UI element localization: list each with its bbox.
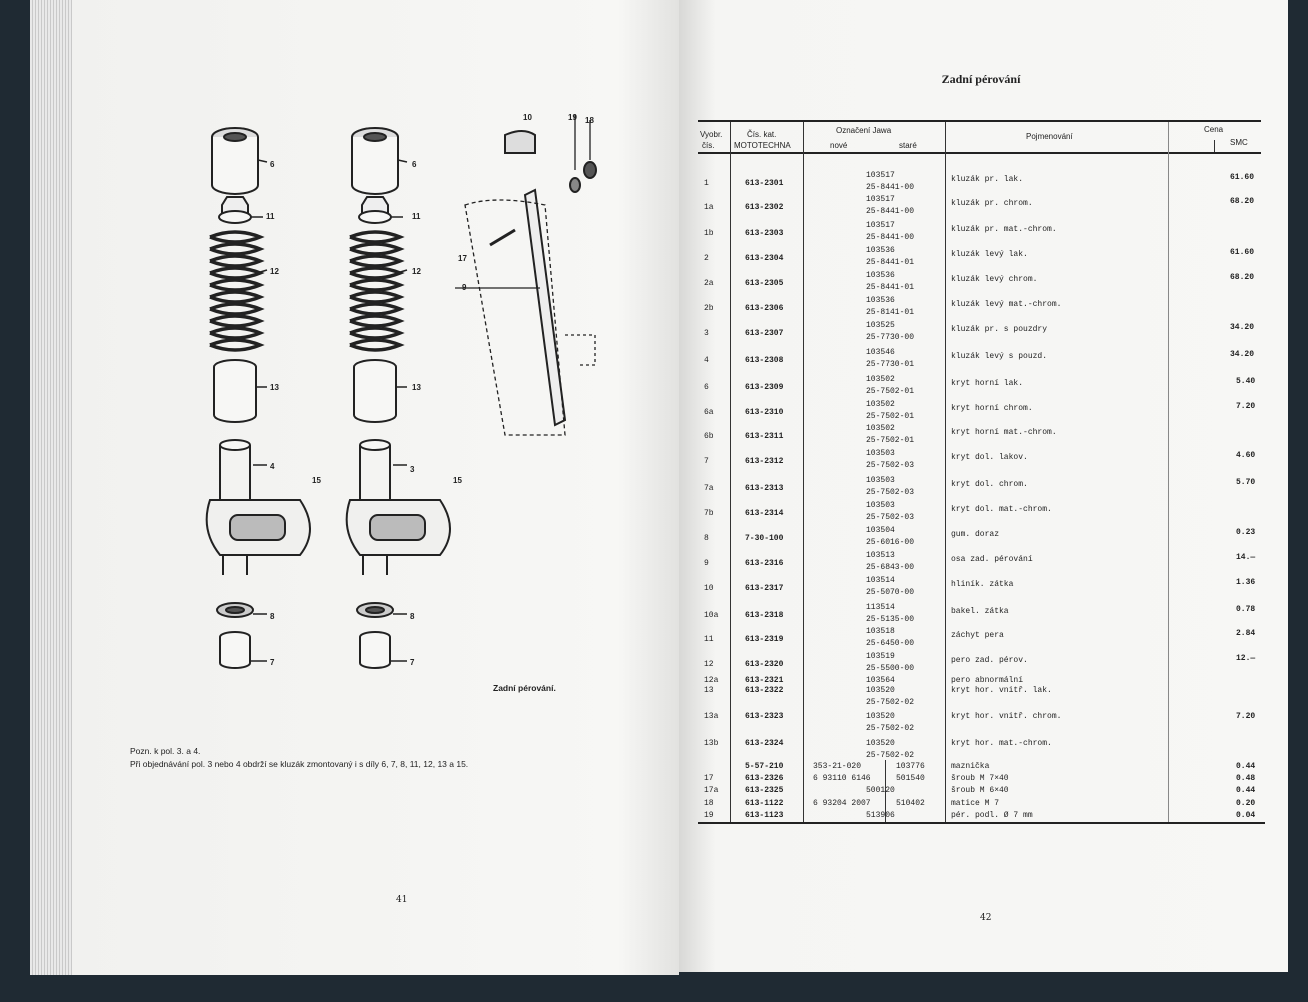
cell-kat: 613-2313	[745, 484, 784, 493]
cell-stare: 25-8441-00	[866, 207, 915, 216]
cell-stare: 103517	[866, 171, 895, 180]
note	[130, 745, 468, 771]
cell-name: kluzák levý s pouzd.	[951, 352, 1048, 361]
cell-kat: 613-2318	[745, 611, 784, 620]
header-cis: čís.	[702, 141, 715, 150]
figure-caption: Zadní pérování.	[493, 683, 556, 693]
cell-stare: 25-6016-00	[866, 538, 915, 547]
cell-kat: 613-2321	[745, 676, 784, 685]
cell-cena: 14.—	[1236, 553, 1256, 562]
cell-stare: 25-5500-00	[866, 664, 915, 673]
cell-name: kluzák pr. mat.-chrom.	[951, 225, 1057, 234]
cell-stare: 25-7502-02	[866, 724, 915, 733]
cell-kat: 613-2312	[745, 457, 784, 466]
cell-vyobr: 10	[704, 584, 714, 593]
cell-cena: 68.20	[1230, 273, 1255, 282]
callout-11: 11	[266, 212, 275, 221]
callout-9: 9	[462, 283, 467, 292]
callout-12-middle: 12	[412, 267, 421, 276]
cell-name: kryt hor. vnitř. chrom.	[951, 712, 1062, 721]
cell-kat: 613-2316	[745, 559, 784, 568]
cell-vyobr: 2b	[704, 304, 714, 313]
callout-13: 13	[270, 383, 279, 392]
cell-cena: 0.48	[1236, 774, 1256, 783]
cell-name: bakel. zátka	[951, 607, 1009, 616]
cover-part-6-left	[212, 128, 258, 194]
cell-kat: 613-2303	[745, 229, 784, 238]
cell-vyobr: 6a	[704, 408, 714, 417]
cell-vyobr: 2a	[704, 279, 714, 288]
cell-stare: 25-6450-00	[866, 639, 915, 648]
cell-name: šroub M 6×40	[951, 786, 1009, 795]
cell-name: kluzák pr. s pouzdry	[951, 325, 1048, 334]
cell-name: pér. podl. Ø 7 mm	[951, 811, 1033, 820]
page-title: Zadní pérování	[941, 72, 1021, 86]
cell-stare: 25-7502-03	[866, 488, 915, 497]
header-oznaceni: Označení Jawa	[836, 126, 892, 135]
cell-stare: 103536	[866, 271, 895, 280]
header-pojmenovani: Pojmenování	[1026, 132, 1073, 141]
cell-kat: 613-2310	[745, 408, 784, 417]
cell-vyobr: 13	[704, 686, 714, 695]
cell-kat: 613-2306	[745, 304, 784, 313]
cell-cena: 2.84	[1236, 629, 1256, 638]
page-number-left: 41	[396, 895, 408, 905]
cell-stare: 103503	[866, 501, 895, 510]
cell-stare: 25-7502-02	[866, 751, 915, 760]
cell-name: záchyt pera	[951, 631, 1004, 640]
cell-stare: 25-8141-01	[866, 308, 915, 317]
cell-cena: 68.20	[1230, 197, 1255, 206]
cell-cena: 12.—	[1236, 654, 1256, 663]
cell-stare: 25-8441-00	[866, 233, 915, 242]
slider-body-left	[207, 440, 310, 575]
cell-vyobr: 13b	[704, 739, 719, 748]
callout-6: 6	[270, 160, 275, 169]
exploded-parts-diagram	[195, 105, 615, 685]
cell-stare: 103517	[866, 195, 895, 204]
cell-stare: 25-8441-01	[866, 283, 915, 292]
cell-kat: 613-2320	[745, 660, 784, 669]
cell-vyobr: 6	[704, 383, 709, 392]
cell-stare: 25-6843-00	[866, 563, 915, 572]
cell-cena: 5.70	[1236, 478, 1256, 487]
cell-name: kryt horní chrom.	[951, 404, 1033, 413]
callout-8-middle: 8	[410, 612, 415, 621]
cell-kat: 5-57-210	[745, 762, 784, 771]
callout-18: 18	[585, 116, 594, 125]
cell-stare: 103525	[866, 321, 895, 330]
page-number-right: 42	[980, 913, 992, 923]
cell-kat: 7-30-100	[745, 534, 784, 543]
cell-vyobr: 1	[704, 179, 709, 188]
callout-7-middle: 7	[410, 658, 415, 667]
cell-stare: 25-7502-02	[866, 698, 915, 707]
cell-stare: 113514	[866, 603, 895, 612]
cell-stare: 25-7502-01	[866, 387, 915, 396]
cell-cena: 0.20	[1236, 799, 1256, 808]
cell-stare: 103519	[866, 652, 895, 661]
header-cis-kat: Čís. kat.	[747, 130, 777, 139]
cell-cena: 61.60	[1230, 173, 1255, 182]
cell-vyobr: 11	[704, 635, 714, 644]
cell-cena: 0.44	[1236, 786, 1256, 795]
cell-vyobr: 18	[704, 799, 714, 808]
cell-nove: 6 93204 2007	[813, 799, 871, 808]
cell-vyobr: 8	[704, 534, 709, 543]
cell-stare: 103514	[866, 576, 895, 585]
cell-vyobr: 19	[704, 811, 714, 820]
cell-name: kluzák pr. chrom.	[951, 199, 1033, 208]
bumper-8-left	[217, 603, 253, 617]
cell-kat: 613-1123	[745, 811, 784, 820]
cell-kat: 613-2322	[745, 686, 784, 695]
cell-stare: 103517	[866, 221, 895, 230]
callout-8: 8	[270, 612, 275, 621]
cell-cena: 7.20	[1236, 712, 1256, 721]
cell-stare: 25-8441-01	[866, 258, 915, 267]
header-cena: Cena	[1204, 125, 1224, 134]
cell-stare: 25-7502-03	[866, 461, 915, 470]
inner-cover-13-left	[214, 360, 256, 422]
cell-vyobr: 17a	[704, 786, 719, 795]
cell-kat: 613-2325	[745, 786, 784, 795]
cell-name: kluzák pr. lak.	[951, 175, 1024, 184]
cell-nove: 353-21-020	[813, 762, 862, 771]
note-line-2: Při objednávání pol. 3 nebo 4 obdrží se kluzák zmontovaný i s díly 6, 7, 8, 11, 12, 13 a 15.	[130, 759, 469, 769]
cell-stare: 103513	[866, 551, 895, 560]
cell-vyobr: 12a	[704, 676, 719, 685]
cell-vyobr: 13a	[704, 712, 719, 721]
cell-stare: 103536	[866, 246, 895, 255]
cell-vyobr: 9	[704, 559, 709, 568]
cell-stare: 103546	[866, 348, 895, 357]
cell-vyobr: 2	[704, 254, 709, 263]
cell-name: maznička	[951, 762, 990, 771]
cell-stare: 25-5135-00	[866, 615, 915, 624]
cell-kat: 613-2311	[745, 432, 784, 441]
callout-6-middle: 6	[412, 160, 417, 169]
header-stare: staré	[899, 141, 917, 150]
cell-name: kluzák levý chrom.	[951, 275, 1038, 284]
cell-kat: 613-2326	[745, 774, 784, 783]
cell-cena: 0.44	[1236, 762, 1256, 771]
cell-stare: 25-7730-00	[866, 333, 915, 342]
cell-kat: 613-2309	[745, 383, 784, 392]
callout-13-middle: 13	[412, 383, 421, 392]
callout-10: 10	[523, 113, 532, 122]
cell-cena: 5.40	[1236, 377, 1256, 386]
callout-19: 19	[568, 113, 577, 122]
cell-stare: 103503	[866, 476, 895, 485]
cell-vyobr: 6b	[704, 432, 714, 441]
cell-name: kryt dol. chrom.	[951, 480, 1028, 489]
cell-name: matice M 7	[951, 799, 1000, 808]
cell-name: kryt hor. mat.-chrom.	[951, 739, 1052, 748]
cell-name: kluzák levý lak.	[951, 250, 1028, 259]
callout-15-middle: 15	[453, 476, 462, 485]
callout-15: 15	[312, 476, 321, 485]
header-vyobr: Vyobr.	[700, 130, 723, 139]
cell-name: kryt horní mat.-chrom.	[951, 428, 1057, 437]
cell-kat: 613-2324	[745, 739, 784, 748]
cell-name: kryt horní lak.	[951, 379, 1024, 388]
cell-kat: 613-2305	[745, 279, 784, 288]
callout-17: 17	[458, 254, 467, 263]
cell-stare: 25-7502-01	[866, 412, 915, 421]
cell-vyobr: 17	[704, 774, 714, 783]
cell-cena: 61.60	[1230, 248, 1255, 257]
cell-vyobr: 1b	[704, 229, 714, 238]
cell-name: hliník. zátka	[951, 580, 1014, 589]
cell-stare: 103502	[866, 400, 895, 409]
cell-name: gum. doraz	[951, 530, 1000, 539]
cell-cena: 34.20	[1230, 350, 1255, 359]
spring-12-left	[210, 232, 260, 350]
cell-stare: 103520	[866, 712, 895, 721]
cell-name: osa zad. pérování	[951, 555, 1033, 564]
cell-stare: 103518	[866, 627, 895, 636]
note-line-1: Pozn. k pol. 3. a 4.	[130, 746, 201, 756]
cell-stare: 103504	[866, 526, 895, 535]
cell-stare: 513906	[866, 811, 895, 820]
callout-11-middle: 11	[412, 212, 421, 221]
cell-stare: 103503	[866, 449, 895, 458]
axle-9	[455, 115, 596, 435]
cell-cena: 7.20	[1236, 402, 1256, 411]
cell-vyobr: 12	[704, 660, 714, 669]
cell-name: pero zad. pérov.	[951, 656, 1028, 665]
cell-cena: 0.23	[1236, 528, 1256, 537]
cell-kat: 613-2314	[745, 509, 784, 518]
lower-cover-7-left	[220, 632, 250, 668]
cell-vyobr: 4	[704, 356, 709, 365]
cell-stare: 103536	[866, 296, 895, 305]
cell-kat: 613-1122	[745, 799, 784, 808]
callout-7: 7	[270, 658, 275, 667]
cell-stare: 103776	[896, 762, 925, 771]
cell-name: kryt dol. mat.-chrom.	[951, 505, 1052, 514]
cell-nove: 6 93110 6146	[813, 774, 871, 783]
callout-12: 12	[270, 267, 279, 276]
header-smc: SMC	[1230, 138, 1248, 147]
cell-stare: 103502	[866, 375, 895, 384]
cell-stare: 25-5070-00	[866, 588, 915, 597]
cell-cena: 4.60	[1236, 451, 1256, 460]
cell-kat: 613-2317	[745, 584, 784, 593]
cell-vyobr: 10a	[704, 611, 719, 620]
cell-name: kryt dol. lakov.	[951, 453, 1028, 462]
cell-name: kryt hor. vnitř. lak.	[951, 686, 1052, 695]
cell-stare: 103520	[866, 686, 895, 695]
cell-stare: 25-7502-03	[866, 513, 915, 522]
header-nove: nové	[830, 141, 848, 150]
cell-stare: 25-7730-01	[866, 360, 915, 369]
cell-stare: 103564	[866, 676, 895, 685]
cell-vyobr: 1a	[704, 203, 714, 212]
cell-name: pero abnormální	[951, 676, 1024, 685]
cell-name: kluzák levý mat.-chrom.	[951, 300, 1062, 309]
cell-stare: 501540	[896, 774, 925, 783]
cell-kat: 613-2302	[745, 203, 784, 212]
cell-kat: 613-2307	[745, 329, 784, 338]
cell-stare: 500120	[866, 786, 895, 795]
callout-4: 4	[270, 462, 275, 471]
cell-vyobr: 7	[704, 457, 709, 466]
cell-cena: 0.04	[1236, 811, 1256, 820]
cell-stare: 25-8441-00	[866, 183, 915, 192]
cell-name: šroub M 7×40	[951, 774, 1009, 783]
cell-stare: 510402	[896, 799, 925, 808]
cell-stare: 103502	[866, 424, 895, 433]
cell-kat: 613-2319	[745, 635, 784, 644]
callout-3: 3	[410, 465, 415, 474]
cell-cena: 0.78	[1236, 605, 1256, 614]
header-mototechna: MOTOTECHNA	[734, 141, 791, 150]
cell-cena: 34.20	[1230, 323, 1255, 332]
cell-cena: 1.36	[1236, 578, 1256, 587]
spring-retainer-11-left	[219, 197, 251, 223]
cell-kat: 613-2308	[745, 356, 784, 365]
cell-vyobr: 3	[704, 329, 709, 338]
cell-vyobr: 7b	[704, 509, 714, 518]
cell-stare: 103520	[866, 739, 895, 748]
cell-kat: 613-2301	[745, 179, 784, 188]
cell-vyobr: 7a	[704, 484, 714, 493]
cell-kat: 613-2304	[745, 254, 784, 263]
cell-stare: 25-7502-01	[866, 436, 915, 445]
cell-kat: 613-2323	[745, 712, 784, 721]
